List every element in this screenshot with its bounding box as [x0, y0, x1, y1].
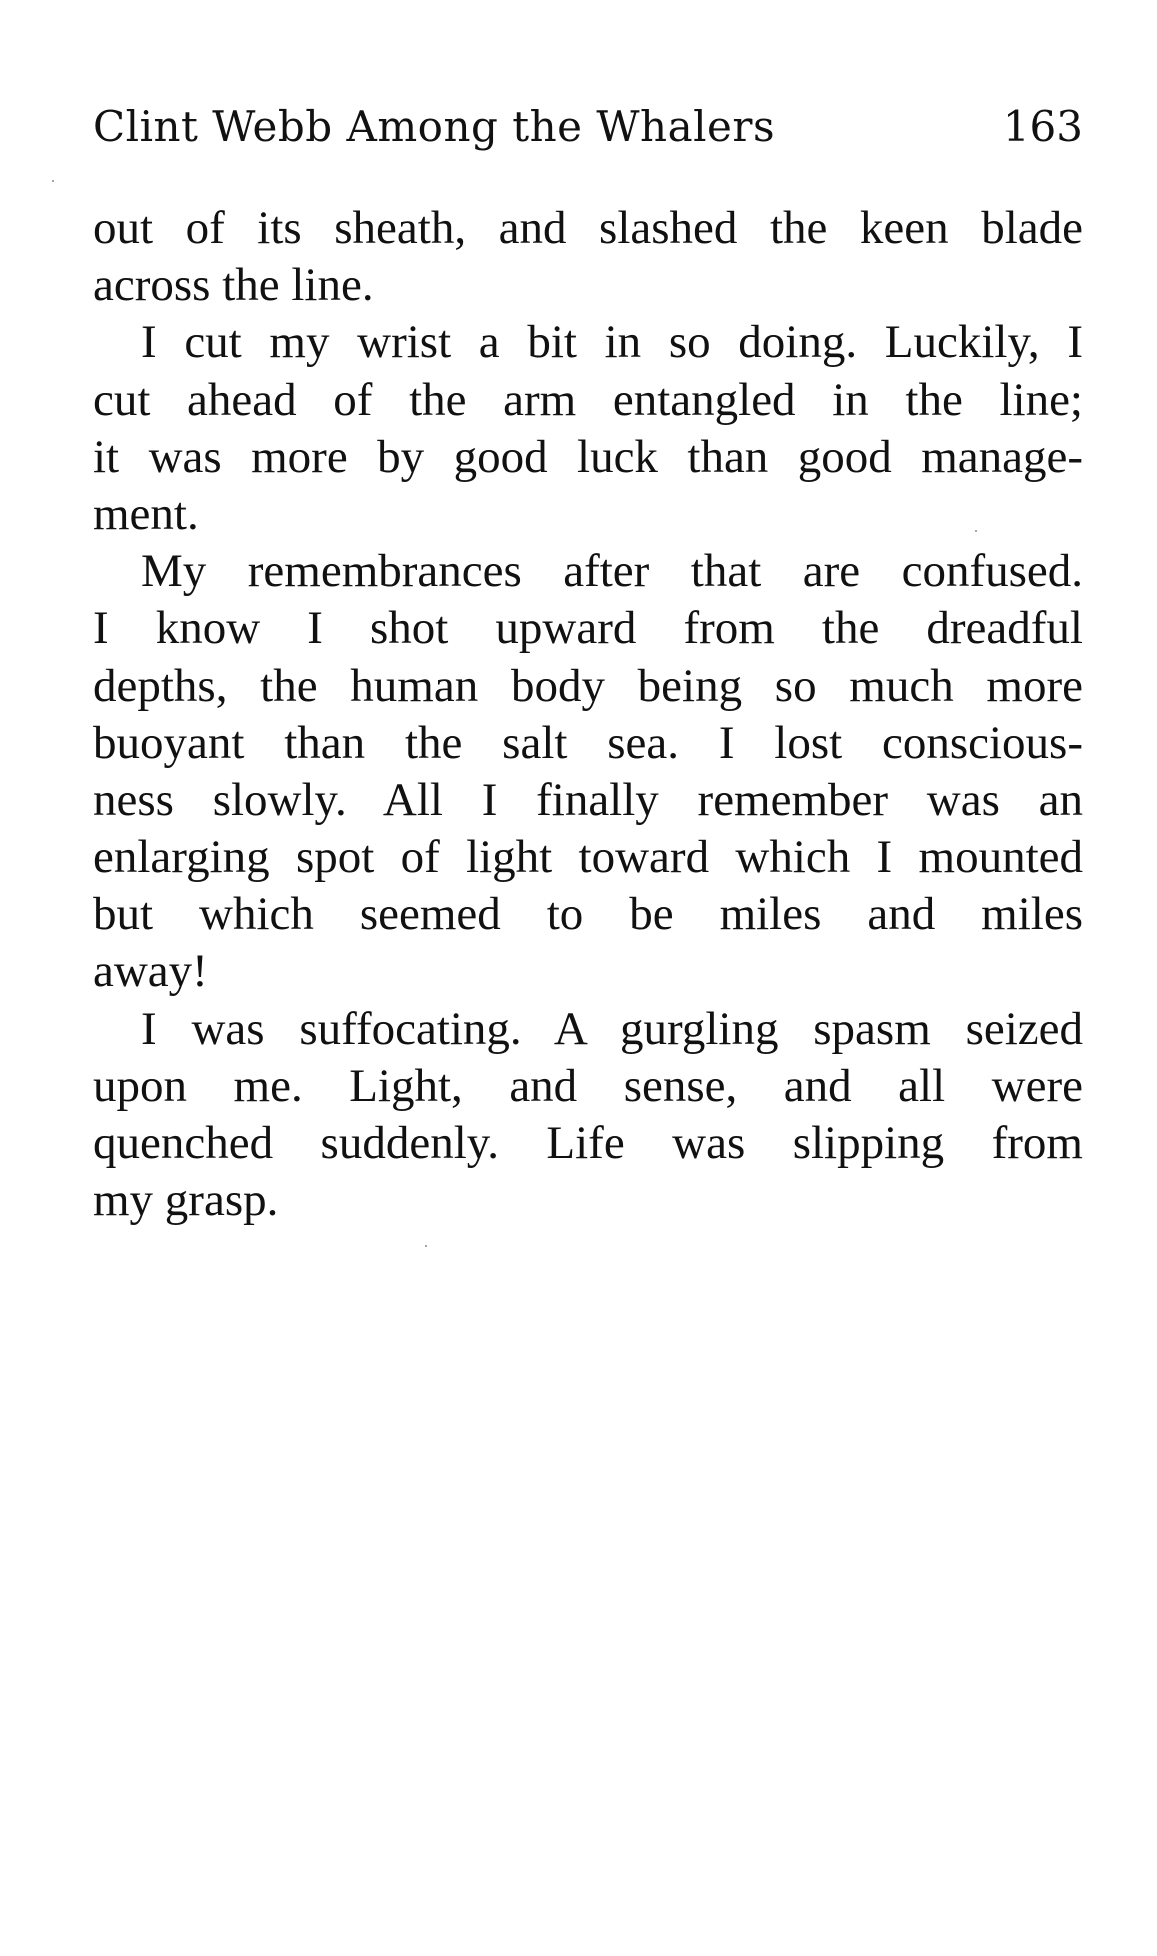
- running-title: Clint Webb Among the Whalers: [93, 102, 776, 151]
- text-line: ness slowly. All I finally remember was an: [93, 773, 1083, 826]
- text-line: but which seemed to be miles and miles: [93, 888, 1083, 941]
- text-line: My remembrances after that are confused.: [141, 545, 1083, 598]
- text-line: I cut my wrist a bit in so doing. Luckily, I: [141, 316, 1083, 369]
- body-text: [93, 200, 1083, 1229]
- scan-speck: [975, 530, 977, 532]
- text-line: it was more by good luck than good manage-: [93, 430, 1083, 483]
- text-line: I know I shot upward from the dreadful: [93, 602, 1083, 655]
- running-head: [93, 102, 1083, 162]
- text-line: cut ahead of the arm entangled in the line;: [93, 373, 1083, 426]
- text-line: depths, the human body being so much more: [93, 659, 1083, 712]
- text-line: enlarging spot of light toward which I mounted: [93, 831, 1083, 884]
- text-line: across the line.: [93, 259, 374, 312]
- text-line: my grasp.: [93, 1174, 279, 1227]
- scan-speck: [52, 180, 54, 182]
- scan-speck: [425, 1245, 427, 1247]
- text-line: away!: [93, 945, 208, 998]
- text-line: out of its sheath, and slashed the keen blade: [93, 202, 1083, 254]
- text-line: upon me. Light, and sense, and all were: [93, 1059, 1083, 1112]
- text-line: I was suffocating. A gurgling spasm seized: [141, 1002, 1083, 1055]
- text-line: buoyant than the salt sea. I lost conscious-: [93, 716, 1083, 769]
- text-line: quenched suddenly. Life was slipping from: [93, 1117, 1083, 1169]
- page-number: 163: [1002, 102, 1083, 151]
- text-line: ment.: [93, 487, 199, 540]
